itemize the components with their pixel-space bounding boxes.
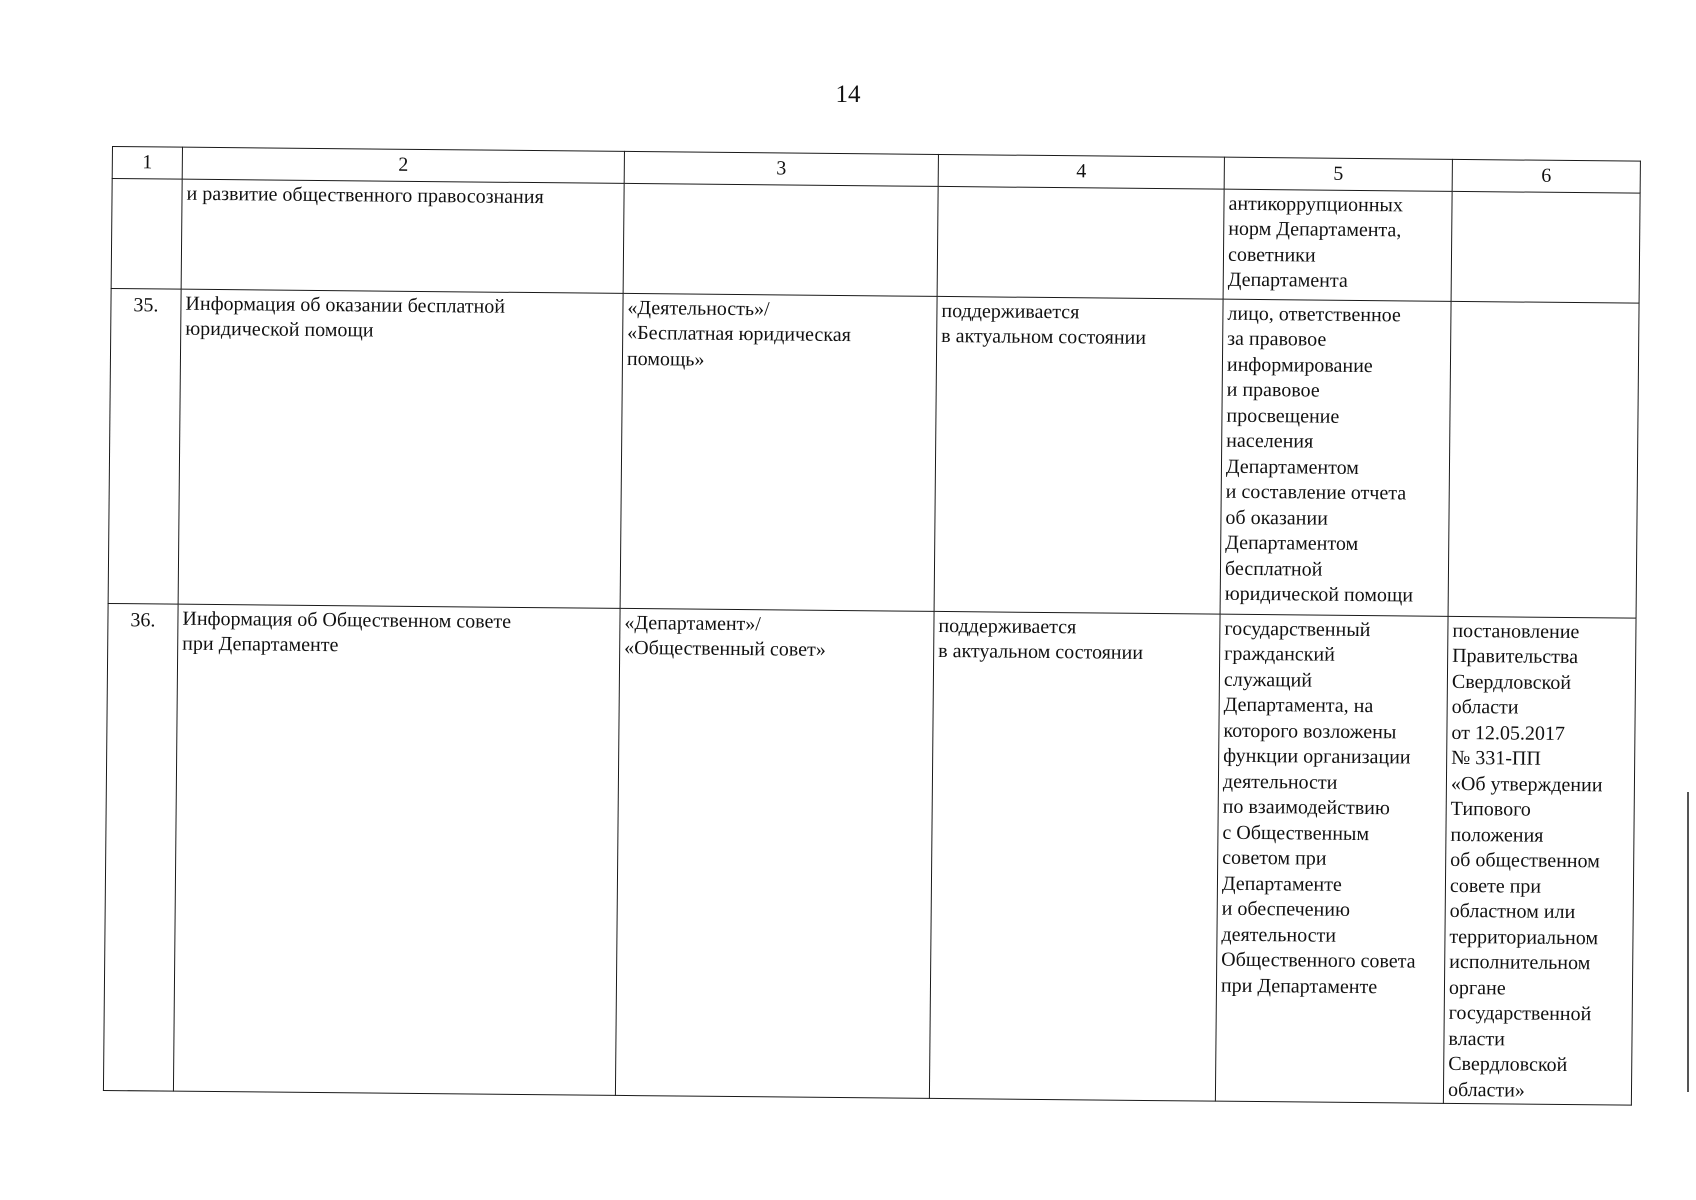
cell-line: информирование	[1226, 353, 1373, 377]
cell-line: гражданский	[1224, 642, 1335, 666]
cell-line: совете при	[1449, 874, 1542, 898]
cell-line: помощь»	[626, 347, 705, 371]
cell-line: юридической помощи	[185, 317, 374, 342]
cell-line: функции организации	[1223, 744, 1411, 769]
cell-line: постановление	[1452, 619, 1580, 643]
cell-line: по взаимодействию	[1222, 795, 1390, 820]
cell-line: области»	[1447, 1078, 1525, 1102]
cell-line: Свердловской	[1448, 1052, 1568, 1077]
cell-update-period	[929, 611, 1220, 1101]
cell-line: от 12.05.2017	[1451, 721, 1566, 745]
header-col-4: 4	[938, 154, 1224, 188]
cell-line: которого возложены	[1223, 719, 1397, 743]
cell-line: «Общественный совет»	[624, 636, 826, 661]
cell-site-section	[620, 293, 937, 611]
cell-line: норм Департамента,	[1228, 217, 1402, 242]
cell-line: об оказании	[1225, 506, 1328, 530]
document-table	[103, 146, 1641, 1106]
cell-line: исполнительном	[1449, 950, 1591, 975]
cell-update-period	[937, 186, 1224, 299]
cell-line: при Департаменте	[182, 632, 339, 657]
cell-responsible	[1223, 189, 1452, 301]
header-col-3: 3	[624, 151, 938, 186]
cell-line: власти	[1448, 1027, 1505, 1050]
cell-line: Правительства	[1452, 644, 1579, 669]
header-col-5: 5	[1224, 157, 1452, 191]
cell-responsible	[1215, 614, 1448, 1104]
cell-line: Свердловской	[1451, 670, 1572, 694]
cell-information	[173, 604, 620, 1096]
cell-line: деятельности	[1221, 923, 1337, 947]
cell-line: об общественном	[1450, 848, 1600, 873]
cell-line: «Бесплатная юридическая	[627, 321, 851, 347]
cell-line: областном или	[1449, 899, 1576, 924]
cell-line: государственной	[1448, 1001, 1592, 1026]
cell-line: «Об утверждении	[1450, 772, 1603, 796]
cell-line: служащий	[1223, 668, 1313, 692]
table-row	[103, 603, 1636, 1105]
cell-line: советники	[1227, 243, 1316, 267]
cell-line: антикоррупционных	[1228, 192, 1404, 216]
cell-update-period	[934, 296, 1223, 614]
cell-basis	[1443, 616, 1636, 1105]
cell-line: и составление отчета	[1225, 480, 1407, 505]
cell-responsible	[1220, 299, 1451, 616]
scan-edge-mark	[1687, 792, 1689, 1092]
cell-line: и развитие общественного правосознания	[186, 182, 544, 208]
cell-line: органе	[1448, 976, 1506, 999]
cell-line: области	[1451, 695, 1519, 719]
cell-line: «Деятельность»/	[627, 296, 770, 320]
cell-line: Общественного совета	[1221, 948, 1416, 973]
cell-line: Департамента, на	[1223, 693, 1374, 718]
cell-site-section	[623, 183, 938, 296]
cell-line: территориальном	[1449, 925, 1599, 949]
cell-line: Департаментом	[1225, 531, 1359, 555]
cell-line: Информация об Общественном совете	[182, 607, 512, 633]
cell-line: лицо, ответственное	[1227, 302, 1401, 326]
cell-line: Департаментом	[1225, 455, 1360, 479]
cell-basis	[1451, 191, 1640, 303]
cell-line: Типового	[1450, 797, 1531, 821]
cell-line: Департамента	[1227, 268, 1348, 292]
row-number	[111, 178, 182, 289]
table-row	[111, 178, 1640, 303]
cell-line: советом при	[1222, 846, 1327, 870]
cell-line: Информация об оказании бесплатной	[185, 292, 506, 318]
cell-line: деятельности	[1222, 770, 1338, 794]
cell-line: с Общественным	[1222, 821, 1370, 845]
cell-line: бесплатной	[1224, 557, 1323, 581]
cell-line: просвещение	[1226, 404, 1340, 428]
cell-line: Департаменте	[1221, 872, 1342, 896]
cell-line: при Департаменте	[1220, 974, 1378, 998]
row-number: 36.	[103, 603, 178, 1091]
cell-line: и правовое	[1226, 378, 1320, 402]
page-number: 14	[835, 81, 861, 108]
row-number: 35.	[108, 288, 181, 604]
header-col-1: 1	[112, 147, 182, 179]
cell-line: поддерживается	[941, 299, 1080, 323]
cell-line: государственный	[1224, 617, 1371, 641]
cell-line: поддерживается	[938, 614, 1077, 638]
cell-line: № 331-ПП	[1451, 746, 1541, 770]
cell-line: положения	[1450, 823, 1544, 847]
cell-line: «Департамент»/	[624, 611, 762, 635]
cell-basis	[1448, 301, 1639, 618]
cell-information	[181, 179, 624, 293]
cell-line: за правовое	[1227, 327, 1327, 351]
header-col-2: 2	[182, 147, 624, 183]
cell-line: населения	[1226, 429, 1314, 453]
cell-line: юридической помощи	[1224, 582, 1414, 607]
cell-information	[178, 289, 623, 608]
table-container	[103, 146, 1640, 1106]
table-row	[108, 288, 1639, 618]
header-col-6: 6	[1452, 159, 1640, 192]
cell-line: в актуальном состоянии	[941, 324, 1147, 349]
cell-line: в актуальном состоянии	[938, 639, 1144, 664]
cell-site-section	[615, 608, 934, 1098]
cell-line: и обеспечению	[1221, 897, 1351, 921]
